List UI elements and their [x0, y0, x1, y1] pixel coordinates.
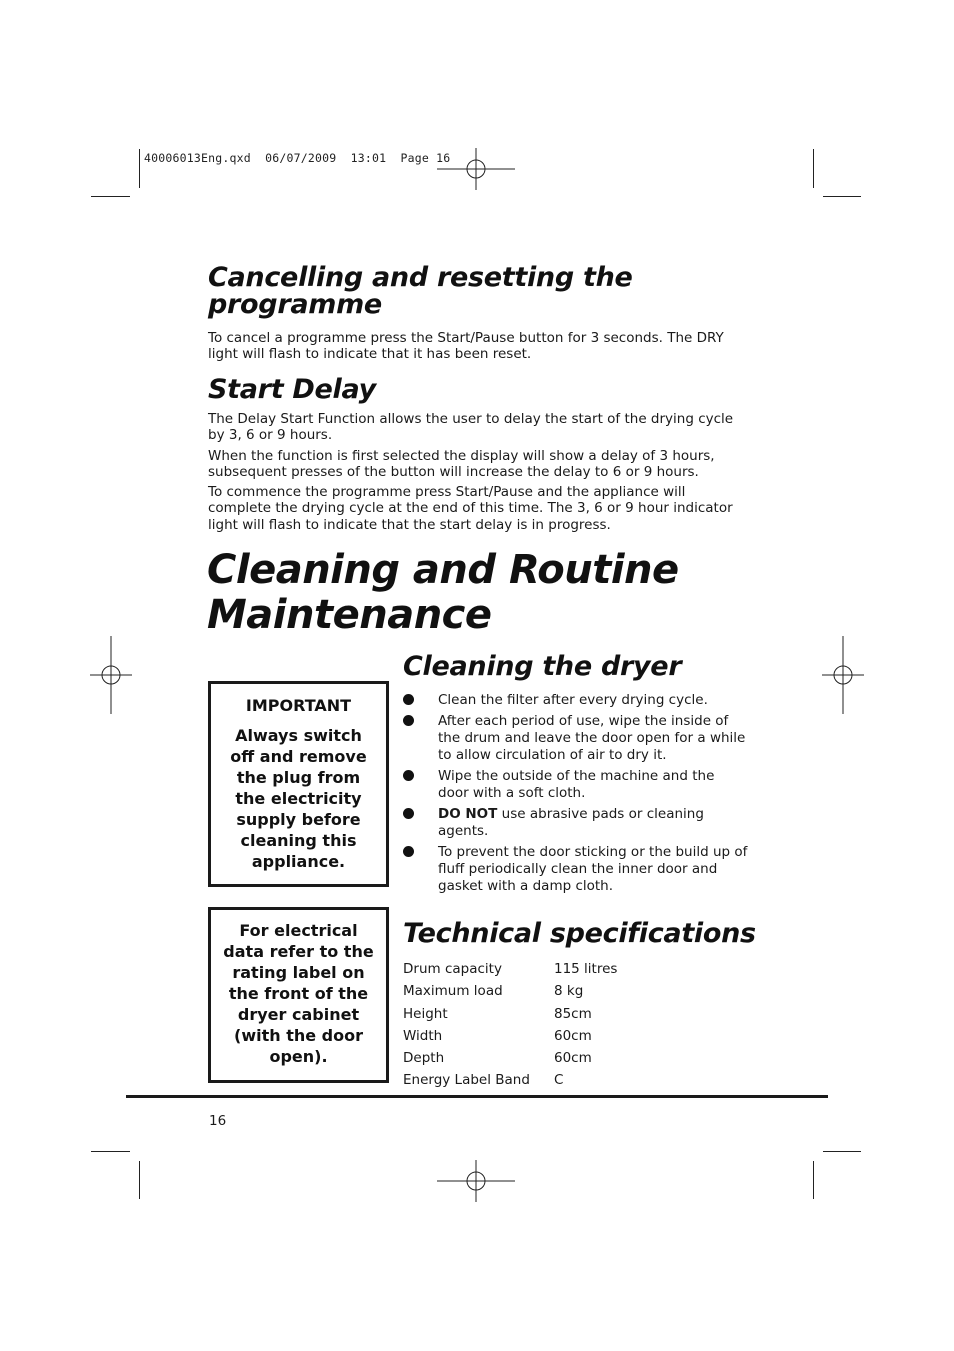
cancelling-text: To cancel a programme press the Start/Pause button for 3 seconds. The DRY light will flash to indicate that it has been reset. — [208, 330, 724, 363]
important-notice-box — [208, 681, 389, 887]
bullet-icon — [403, 715, 414, 726]
registration-mark-bottom — [437, 1160, 517, 1202]
start-delay-paragraph: The Delay Start Function allows the user to delay the start of the drying cycle by 3, 6 or 9 hours. — [208, 411, 734, 444]
registration-mark-right — [822, 636, 864, 714]
tech-spec-table — [403, 961, 617, 1095]
important-title: IMPORTANT — [245, 696, 352, 715]
bullet-icon — [403, 846, 414, 857]
table-row: Energy Label Band C — [403, 1072, 564, 1089]
bullet-icon — [403, 770, 414, 781]
list-item: To prevent the door sticking or the build up of fluff periodically clean the inner door and gasket with a damp cloth. — [403, 844, 748, 894]
table-row: Drum capacity 115 litres — [403, 961, 618, 977]
cleaning-heading: Cleaning the dryer — [403, 651, 682, 682]
footer-rule — [126, 1095, 828, 1098]
start-delay-paragraph: When the function is first selected the display will show a delay of 3 hours, subsequent presses of the button will increase the delay to 6 or 9 hours. — [208, 448, 715, 481]
list-item: Clean the filter after every drying cycle. — [403, 692, 748, 709]
page-title: Cleaning and Routine Maintenance — [207, 547, 679, 638]
table-row: Width 60cm — [403, 1027, 592, 1044]
bullet-icon — [403, 808, 414, 819]
print-slug: 40006013Eng.qxd 06/07/2009 13:01 Page 16 — [144, 151, 451, 165]
bullet-icon — [403, 694, 414, 705]
cleaning-list — [403, 692, 748, 899]
start-delay-heading: Start Delay — [208, 374, 376, 405]
start-delay-paragraph: To commence the programme press Start/Pause and the appliance will complete the drying cycle at the end of this time. The 3, 6 or 9 hour indicator light will flash to indicate that the start delay is in progress. — [208, 484, 733, 533]
list-item: Wipe the outside of the machine and the door with a soft cloth. — [403, 768, 748, 802]
registration-mark-top — [437, 148, 517, 190]
table-row: Depth 60cm — [403, 1050, 592, 1067]
cancelling-heading: Cancelling and resetting the programme — [208, 262, 633, 320]
table-row: Maximum load 8 kg — [403, 983, 584, 1000]
important-text: Always switch off and remove the plug from the electricity supply before cleaning this appliance. — [230, 726, 367, 871]
table-row: Height 85cm — [403, 1005, 592, 1022]
list-item: After each period of use, wipe the inside of the drum and leave the door open for a while to allow circulation of air to dry it. — [403, 713, 748, 763]
list-item: DO NOT use abrasive pads or cleaning agents. — [403, 806, 748, 840]
electrical-data-text: For electrical data refer to the rating label on the front of the dryer cabinet (with the door open). — [223, 921, 374, 1066]
registration-mark-left — [90, 636, 132, 714]
tech-spec-heading: Technical specifications — [403, 918, 756, 949]
page-number: 16 — [209, 1113, 227, 1129]
electrical-data-box — [208, 907, 389, 1083]
